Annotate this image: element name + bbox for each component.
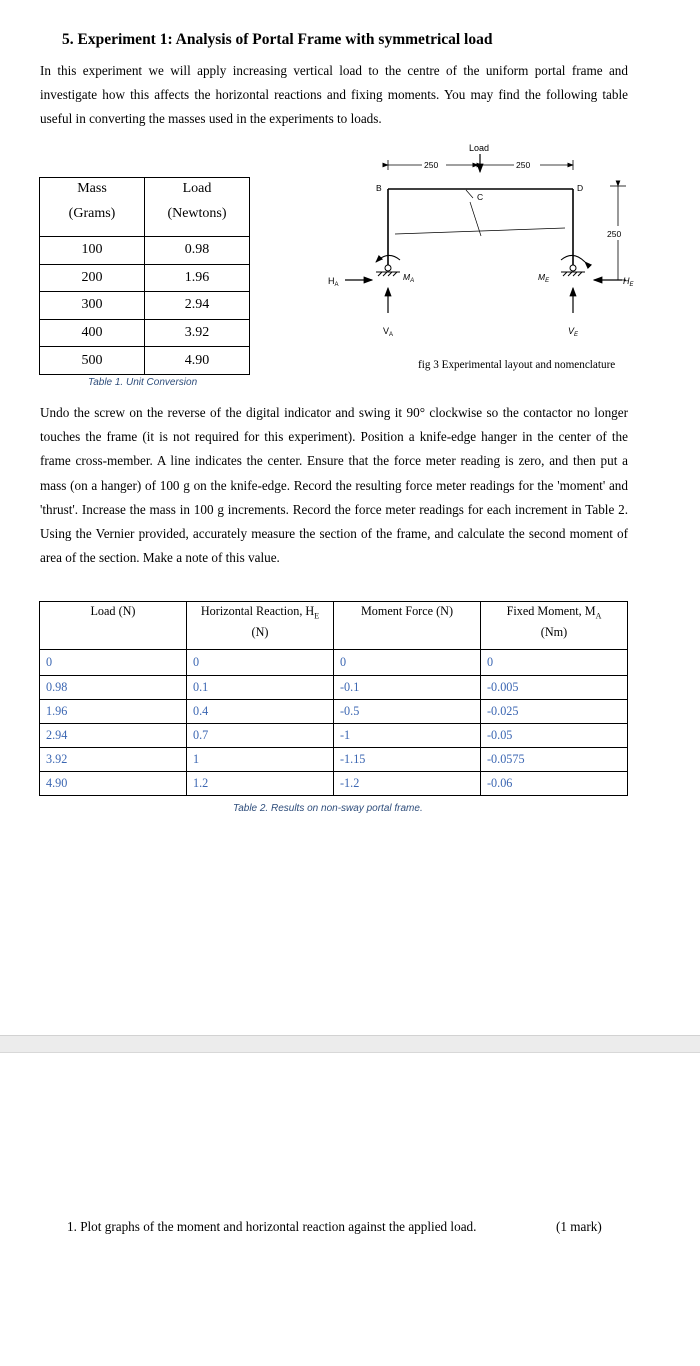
procedure-paragraph: Undo the screw on the reverse of the digital indicator and swing it 90° clockwise so the contactor no longer touches the frame (it is not required for this experiment). Position a knife-edge hanger in the center of the frame cross-member. A line indicates the center. Ensure that the force meter reading is zero, and then put a mass (on a hanger) of 100 g on the knife-edge. Record the resulting force meter readings for the 'moment' and 'thrust'. Increase the mass in 100 g increments. Record the force meter readings for each increment in Table 2. Using the Vernier provided, accurately measure the section of the frame, and calculate the second moment of area of the section. Make a note of this value. [40,405,628,566]
dim-left: 250 [424,160,439,170]
mass-cell: 500 [40,347,145,375]
fixed-moment-cell: -0.06 [481,772,628,796]
table1-caption: Table 1. Unit Conversion [88,377,198,388]
moment-force-cell: -0.5 [334,700,481,724]
mass-header-label: Mass [77,181,107,196]
table-row [40,772,628,796]
moment-force-cell: -0.1 [334,676,481,700]
horizontal-reaction-header: Horizontal Reaction, $H_E$ (N) [187,602,334,650]
horizontal-cell: 0.7 [187,724,334,748]
support-e [561,265,585,276]
node-b: B [376,183,382,193]
table-row [40,700,628,724]
mass-cell: 400 [40,319,145,347]
load-header-unit: (Newtons) [167,206,227,221]
fixed-moment-cell: 0 [481,650,628,676]
me-label: $M_E$ [538,272,550,284]
load-column-header: Load (N) [40,602,187,650]
horizontal-cell: 1 [187,748,334,772]
horizontal-cell: 0.4 [187,700,334,724]
intro-paragraph: In this experiment we will apply increasing vertical load to the centre of the uniform portal frame and investigate how this affects the horizontal reactions and fixing moments. You may find the following table useful in converting the masses used in the experiments to loads. [40,63,628,127]
table-row [40,264,250,292]
load-cell: 0.98 [40,676,187,700]
dim-height: 250 [607,229,622,239]
horizontal-cell: 0 [187,650,334,676]
node-c: C [477,192,484,202]
table-row [40,724,628,748]
mass-cell: 100 [40,237,145,265]
fixed-moment-cell: -0.0575 [481,748,628,772]
table2-caption: Table 2. Results on non-sway portal frame. [233,803,423,814]
dim-right: 250 [516,160,531,170]
mass-header-unit: (Grams) [68,206,116,221]
mass-header [40,178,145,237]
page-divider [0,1035,700,1053]
ha-label: $H_A$ [328,276,339,288]
load-cell: 3.92 [145,319,250,347]
fixed-moment-cell: -0.005 [481,676,628,700]
ma-label: $M_A$ [403,272,415,284]
mass-cell: 200 [40,264,145,292]
moment-force-cell: -1.15 [334,748,481,772]
ve-label: $V_E$ [568,326,579,338]
table-row [40,676,628,700]
moment-force-cell: -1 [334,724,481,748]
va-label: $V_A$ [383,326,394,338]
table-row [40,237,250,265]
section-heading: 5. Experiment 1: Analysis of Portal Frame with symmetrical load [62,31,493,48]
he-label: $H_E$ [623,276,634,288]
table-row [40,292,250,320]
fixed-moment-cell: -0.025 [481,700,628,724]
load-cell: 2.94 [40,724,187,748]
figure-caption: fig 3 Experimental layout and nomenclature [418,359,616,371]
table-row [40,650,628,676]
table2-header-row [40,602,628,650]
load-cell: 4.90 [40,772,187,796]
table-row [40,748,628,772]
load-cell: 0 [40,650,187,676]
load-cell: 1.96 [145,264,250,292]
table-row [40,347,250,375]
moment-force-header: Moment Force (N) [334,602,481,650]
load-cell: 3.92 [40,748,187,772]
load-cell: 4.90 [145,347,250,375]
fixed-moment-header: Fixed Moment, $M_A$ (Nm) [481,602,628,650]
moment-force-cell: 0 [334,650,481,676]
fixed-moment-cell: -0.05 [481,724,628,748]
moment-force-cell: -1.2 [334,772,481,796]
horizontal-cell: 1.2 [187,772,334,796]
load-cell: 1.96 [40,700,187,724]
load-header-label: Load [182,181,212,196]
results-table [39,601,628,796]
table-row [40,319,250,347]
node-d: D [577,183,584,193]
question-1: 1. Plot graphs of the moment and horizontal reaction against the applied load. [67,1219,477,1234]
mass-cell: 300 [40,292,145,320]
load-header [145,178,250,237]
question-1-marks: (1 mark) [556,1219,602,1234]
unit-conversion-table [39,177,250,375]
node-c-leader [466,190,473,198]
support-a [376,265,400,276]
portal-frame-diagram [300,138,640,348]
load-cell: 2.94 [145,292,250,320]
load-label: Load [469,143,490,153]
dimension-lines [388,160,626,280]
horizontal-cell: 0.1 [187,676,334,700]
load-cell: 0.98 [145,237,250,265]
